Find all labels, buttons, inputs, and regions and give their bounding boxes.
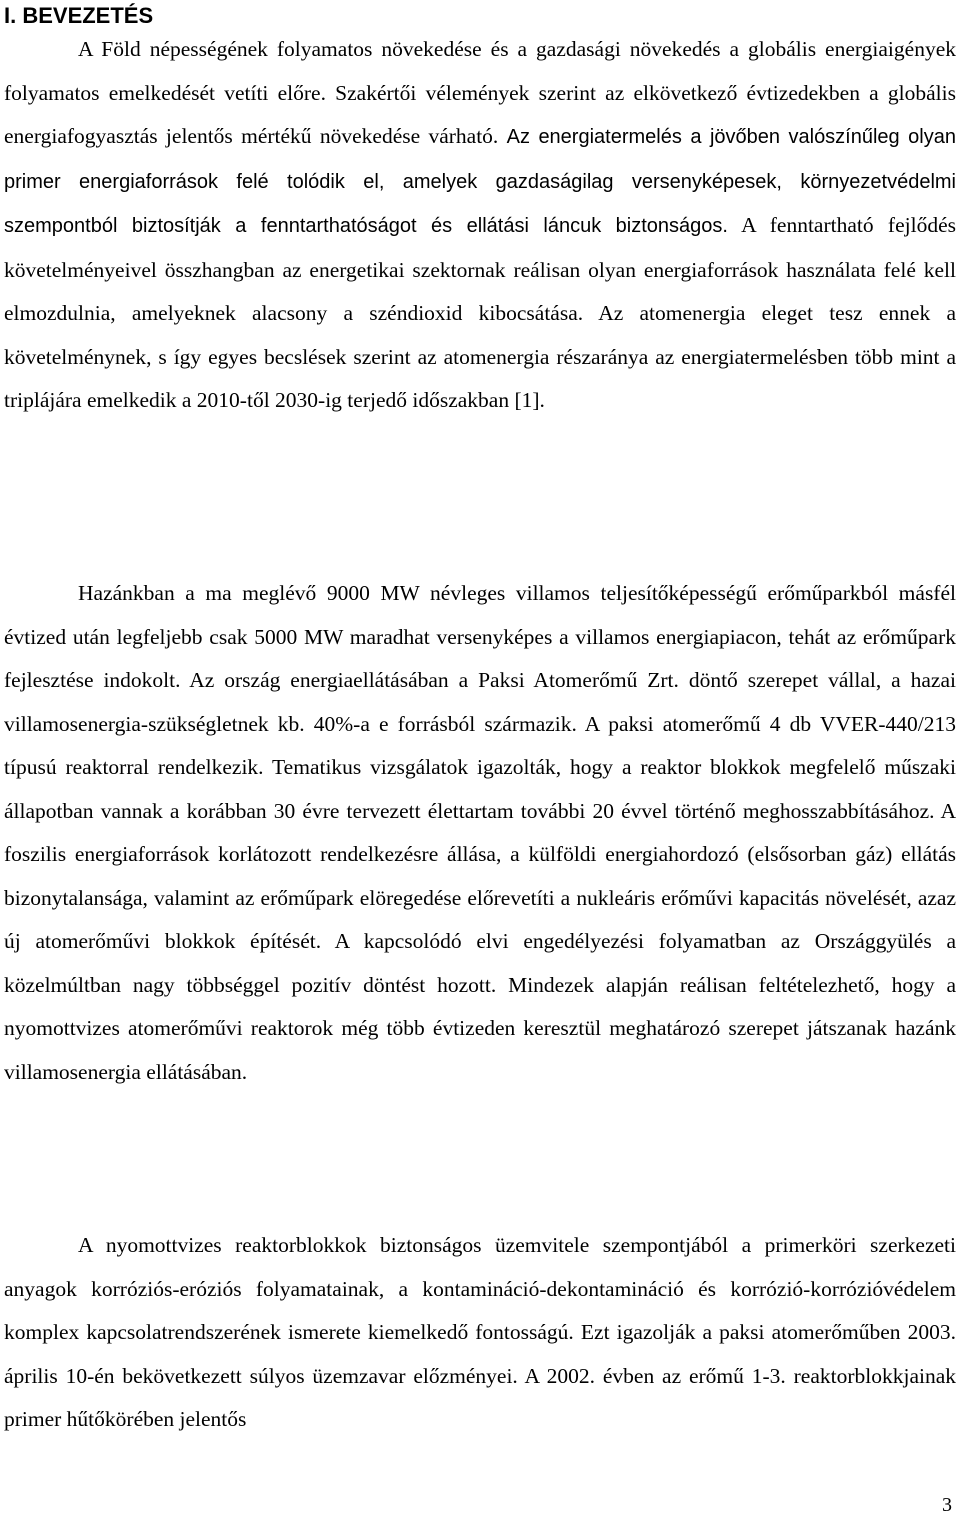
paragraph-hungary-power: Hazánkban a ma meglévő 9000 MW névleges villamos teljesítőképességű erőműparkból másfél évtized után legfeljebb csak 5000 MW maradhat versenyképes a villamos energiapiacon, tehát az erőműpark fejlesztése indokolt. Az ország energiaellátásában a Paksi Atomerőmű Zrt. döntő szerepet vállal, a hazai villamosenergia-szükségletnek kb. 40%-a e forrásból származik. A paksi atomerőmű 4 db VVER-440/213 típusú reaktorral rendelkezik. Tematikus vizsgálatok igazolták, hogy a reaktor blokkok megfelelő műszaki állapotban vannak a korábban 30 évre tervezett élettartam további 20 évvel történő meghosszabbításához. A foszilis energiaforrások korlátozott rendelkezésre állása, a külföldi energiahordozó (elsősorban gáz) ellátás bizonytalansága, valamint az erőműpark elöregedése előrevetíti a nukleáris erőművi kapacitás növelését, azaz új atomerőművi blokkok építését. A kapcsolódó elvi engedélyezési folyamatban az Országgyülés a közelmúltban nagy többséggel pozitív döntést hozott. Mindezek alapján reálisan feltételezhető, hogy a nyomottvizes atomerőművi reaktorok még több évtizeden keresztül meghatározó szerepet játszanak hazánk villamosenergia ellátásában. — [4, 581, 956, 1084]
paragraph-reactor-safety: A nyomottvizes reaktorblokkok biztonságos üzemvitele szempontjából a primerköri szerkezeti anyagok korróziós-eróziós folyamatainak, a kontamináció-dekontamináció és korrózió-korrózióvédelem komplex kapcsolatrendszerének ismerete kiemelkedő fontosságú. Ezt igazolják a paksi atomerőműben 2003. április 10-én bekövetkezett súlyos üzemzavar előzményei. A 2002. évben az erőmű 1-3. reaktorblokkjainak primer hűtőkörében jelentős — [4, 1233, 956, 1431]
paragraph-intro-serif-closing: Az atomenergia eleget tesz ennek a követelménynek, s így egyes becslések szerint az atomenergia részaránya az energiatermelésben több mint a triplájára emelkedik a 2010-től 2030-ig terjedő időszakban [1]. — [4, 301, 956, 412]
paragraph-intro-sans-segment: Az energiatermelés a jövőben valószínűleg olyan primer energiaforrások felé tolódik el, amelyek gazdaságilag versenyképesek, környezetvédelmi szempontból biztosítják a fenntarthatóságot és ellátási láncuk biztonságos. — [4, 126, 956, 237]
page-number: 3 — [942, 1494, 952, 1516]
paragraph-intro-serif-opening: A Föld népességének folyamatos növekedése és a gazdasági növekedés a globális energiaigények folyamatos emelkedését vetíti előre. Szakértői vélemények szerint az elkövetkező évtizedekben a globális energiafogyasztás jelentős mértékű növekedése várható. — [4, 37, 956, 148]
section-heading: I. BEVEZETÉS — [4, 3, 154, 28]
paragraph-intro-serif-middle: A fenntartható fejlődés követelményeivel összhangban az energetikai szektornak reálisan olyan energiaforrások használata felé kell elmozdulnia, amelyeknek alacsony a széndioxid kibocsátása. — [4, 213, 956, 325]
paragraph-intro — [4, 28, 956, 423]
